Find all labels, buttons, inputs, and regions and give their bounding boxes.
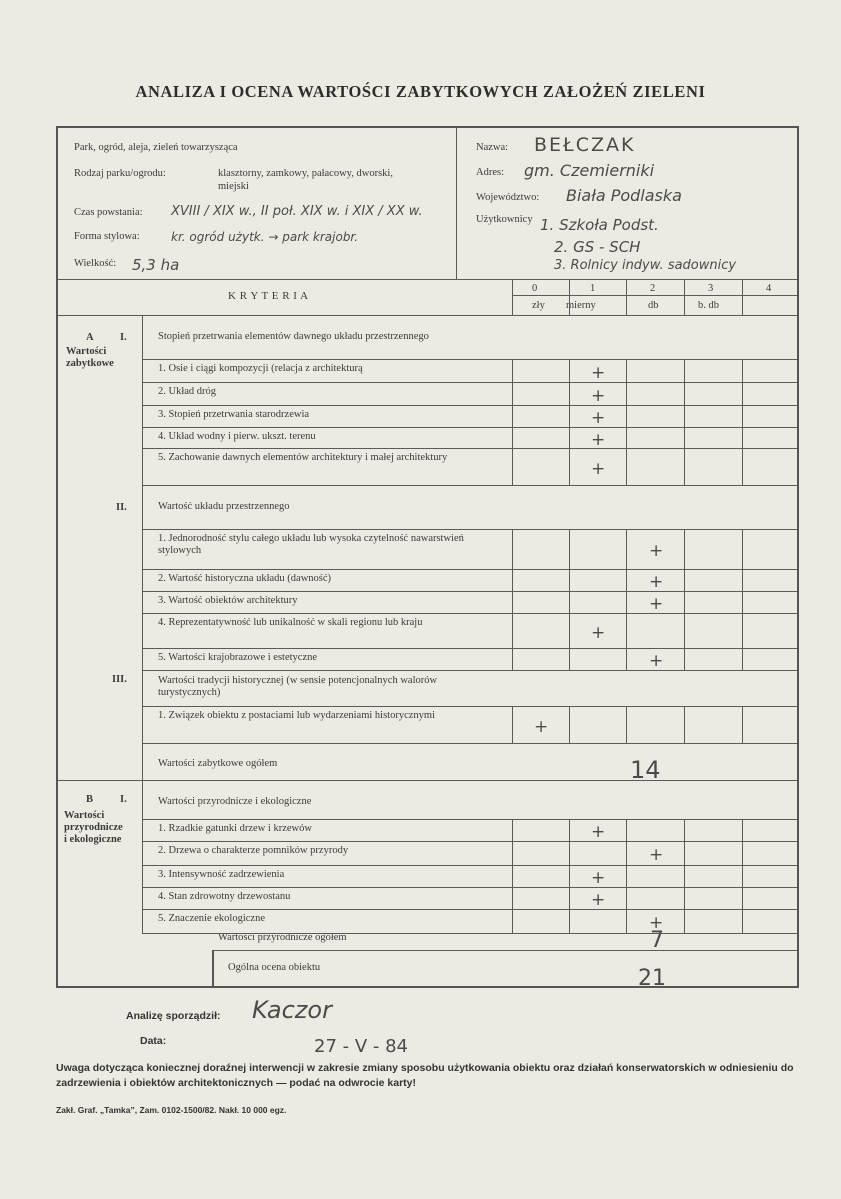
criterion-a1-1: 1. Osie i ciągi kompozycji (relacja z architekturą [158, 363, 363, 374]
scale-num-3: 3 [708, 283, 714, 294]
park-types: Park, ogród, aleja, zieleń towarzysząca [74, 142, 238, 153]
kind-values-2: miejski [218, 181, 249, 192]
criterion-a2-5: 5. Wartości krajobrazowe i estetyczne [158, 652, 318, 663]
handwritten-name: BEŁCZAK [534, 134, 636, 156]
name-label: Nazwa: [476, 142, 509, 153]
b-header-line [142, 780, 797, 781]
row-line-a2-4 [142, 670, 797, 671]
score-mark-a1-2: + [591, 386, 606, 406]
handwritten-era: XVIII / XIX w., II poł. XIX w. i XIX / XX w. [171, 204, 423, 219]
score-mark-a1-5: + [591, 459, 606, 479]
score-col-line-3-4 [742, 819, 743, 933]
a1-header-line [142, 315, 797, 316]
overall-top-line [212, 950, 797, 951]
criterion-b1-5: 5. Znaczenie ekologiczne [158, 913, 265, 924]
section-a-code: A [86, 332, 94, 343]
scale-label-3: b. db [698, 300, 719, 311]
intervention-note: Uwaga dotycząca koniecznej doraźnej interwencji w zakresie zmiany sposobu użytkowania obiektu oraz działań konserwatorskich w odniesieniu do zadrzewienia i obiektów architektonicznych — podać na odwrocie karty! [56, 1062, 794, 1089]
handwritten-user-3: 3. Rolnicy indyw. sadownicy [554, 258, 737, 273]
handwritten-address: gm. Czemierniki [524, 161, 655, 180]
score-col-line-2-1 [569, 706, 570, 743]
row-line-a1-0 [142, 382, 797, 383]
section-a-title: Wartości zabytkowe [66, 346, 114, 369]
criterion-a2-4: 4. Reprezentatywność lub unikalność w skali regionu lub kraju [158, 617, 423, 628]
score-col-line-0-0 [512, 359, 513, 485]
score-mark-a2-1: + [649, 541, 664, 561]
score-col-line-2-4 [742, 706, 743, 743]
scale-col-line-3 [684, 279, 685, 315]
score-mark-b1-3: + [591, 868, 606, 888]
criterion-b1-4: 4. Stan zdrowotny drzewostanu [158, 891, 291, 902]
score-col-line-0-4 [742, 359, 743, 485]
handwritten-total-b: 7 [650, 928, 664, 953]
row-line-a3-0 [142, 743, 797, 744]
criterion-a1-3: 3. Stopień przetrwania starodrzewia [158, 409, 310, 420]
score-col-line-0-2 [626, 359, 627, 485]
evaluation-form [56, 126, 799, 991]
b-first-line [142, 819, 797, 820]
score-mark-a1-3: + [591, 408, 606, 428]
score-mark-a1-1: + [591, 363, 606, 383]
row-line-a1-2 [142, 427, 797, 428]
row-line-a1-4 [142, 485, 797, 486]
scale-col-line-1 [569, 279, 570, 315]
a2-first-line [142, 529, 797, 530]
row-line-a2-0 [142, 569, 797, 570]
score-mark-b1-1: + [591, 822, 606, 842]
row-line-b1-1 [142, 865, 797, 866]
criterion-a1-2: 2. Układ dróg [158, 386, 217, 397]
score-mark-b1-2: + [649, 845, 664, 865]
scale-label-0: zły [532, 300, 545, 311]
form-title: ANALIZA I OCENA WARTOŚCI ZABYTKOWYCH ZAŁOŻEŃ ZIELENI [135, 82, 706, 101]
score-mark-a2-3: + [649, 594, 664, 614]
a1-first-line [142, 359, 797, 360]
group-b1-title: Wartości przyrodnicze i ekologiczne [158, 796, 312, 807]
scale-num-divider [512, 295, 797, 296]
section-b-title: Wartości przyrodnicze i ekologiczne [64, 810, 123, 845]
group-a2-title: Wartość układu przestrzennego [158, 501, 290, 512]
score-mark-b1-4: + [591, 890, 606, 910]
handwritten-date: 27 - V - 84 [314, 1036, 408, 1057]
score-col-line-3-0 [512, 819, 513, 933]
score-col-line-0-3 [684, 359, 685, 485]
criterion-b1-2: 2. Drzewa o charakterze pomników przyrody [158, 845, 349, 856]
score-mark-a2-2: + [649, 572, 664, 592]
row-line-a2-1 [142, 591, 797, 592]
score-mark-a2-5: + [649, 651, 664, 671]
scale-num-4: 4 [766, 283, 772, 294]
handwritten-size: 5,3 ha [132, 256, 180, 274]
score-mark-a3-1: + [534, 717, 549, 737]
criterion-b1-3: 3. Intensywność zadrzewienia [158, 869, 285, 880]
row-line-b1-4 [142, 933, 797, 934]
scale-label-2: db [648, 300, 659, 311]
handwritten-style: kr. ogród użytk. → park krajobr. [171, 230, 359, 244]
handwritten-user-2: 2. GS - SCH [554, 238, 641, 256]
section-b-roman: I. [120, 794, 127, 805]
section-a-roman-1: I. [120, 332, 127, 343]
scale-col-line-4 [742, 279, 743, 315]
address-label: Adres: [476, 167, 504, 178]
criterion-a3-1: 1. Związek obiektu z postaciami lub wydarzeniami historycznymi [158, 710, 435, 721]
criterion-a2-1: 1. Jednorodność stylu całego układu lub wysoka czytelność nawarstwień stylowych [158, 533, 464, 556]
criterion-a2-3: 3. Wartość obiektów architektury [158, 595, 298, 606]
row-line-b1-2 [142, 887, 797, 888]
header-split [456, 128, 457, 279]
score-col-line-3-2 [626, 819, 627, 933]
users-label: Użytkownicy [476, 214, 533, 225]
print-info: Zakł. Graf. „Tamka”, Zam. 0102-1500/82. Nakł. 10 000 egz. [56, 1105, 287, 1115]
criterion-b1-1: 1. Rzadkie gatunki drzew i krzewów [158, 823, 312, 834]
scale-num-2: 2 [650, 283, 656, 294]
header-divider [58, 279, 797, 280]
section-a-roman-2: II. [116, 502, 127, 513]
row-line-a1-1 [142, 405, 797, 406]
row-line-a2-2 [142, 613, 797, 614]
scale-label-1: mierny [566, 300, 596, 311]
score-col-line-2-3 [684, 706, 685, 743]
voivodeship-label: Województwo: [476, 192, 540, 203]
score-mark-a2-4: + [591, 623, 606, 643]
group-a1-title: Stopień przetrwania elementów dawnego układu przestrzennego [158, 331, 429, 342]
group-a3-title: Wartości tradycji historycznej (w sensie potencjonalnych walorów turystycznych) [158, 675, 438, 698]
row-line-a1-3 [142, 448, 797, 449]
score-mark-b1-5: + [649, 913, 664, 933]
section-a-total-label: Wartości zabytkowe ogółem [158, 758, 278, 769]
section-a-roman-3: III. [112, 674, 127, 685]
row-line-a2-3 [142, 648, 797, 649]
criterion-a1-5: 5. Zachowanie dawnych elementów architektury i małej architektury [158, 452, 448, 463]
score-col-line-2-0 [512, 706, 513, 743]
score-col-line-2-2 [626, 706, 627, 743]
row-line-b1-0 [142, 841, 797, 842]
scale-col-line-2 [626, 279, 627, 315]
overall-left-line [212, 950, 214, 988]
size-label: Wielkość: [74, 258, 117, 269]
scale-num-0: 0 [532, 283, 538, 294]
score-col-line-3-1 [569, 819, 570, 933]
score-col-line-0-1 [569, 359, 570, 485]
handwritten-user-1: 1. Szkoła Podst. [540, 216, 659, 234]
kind-values: klasztorny, zamkowy, pałacowy, dworski, [218, 168, 393, 179]
handwritten-voivodeship: Biała Podlaska [566, 186, 682, 205]
criteria-label: K R Y T E R I A [228, 290, 309, 302]
date-label: Data: [140, 1035, 167, 1047]
handwritten-overall: 21 [638, 966, 666, 991]
kind-label: Rodzaj parku/ogrodu: [74, 168, 166, 179]
signature: Kaczor [252, 996, 332, 1024]
criterion-a2-2: 2. Wartość historyczna układu (dawność) [158, 573, 332, 584]
a3-first-line [142, 706, 797, 707]
score-mark-a1-4: + [591, 430, 606, 450]
score-col-line-3-3 [684, 819, 685, 933]
section-b-code: B [86, 794, 94, 805]
overall-label: Ogólna ocena obiektu [228, 962, 321, 973]
section-b-total-label: Wartości przyrodnicze ogółem [218, 932, 347, 943]
handwritten-total-a: 14 [630, 756, 661, 784]
criterion-a1-4: 4. Układ wodny i pierw. ukszt. terenu [158, 431, 316, 442]
analysis-label: Analizę sporządził: [126, 1010, 221, 1022]
style-label: Forma stylowa: [74, 231, 140, 242]
row-line-b1-3 [142, 909, 797, 910]
scale-col-line-0 [512, 279, 513, 315]
era-label: Czas powstania: [74, 207, 143, 218]
scale-num-1: 1 [590, 283, 596, 294]
